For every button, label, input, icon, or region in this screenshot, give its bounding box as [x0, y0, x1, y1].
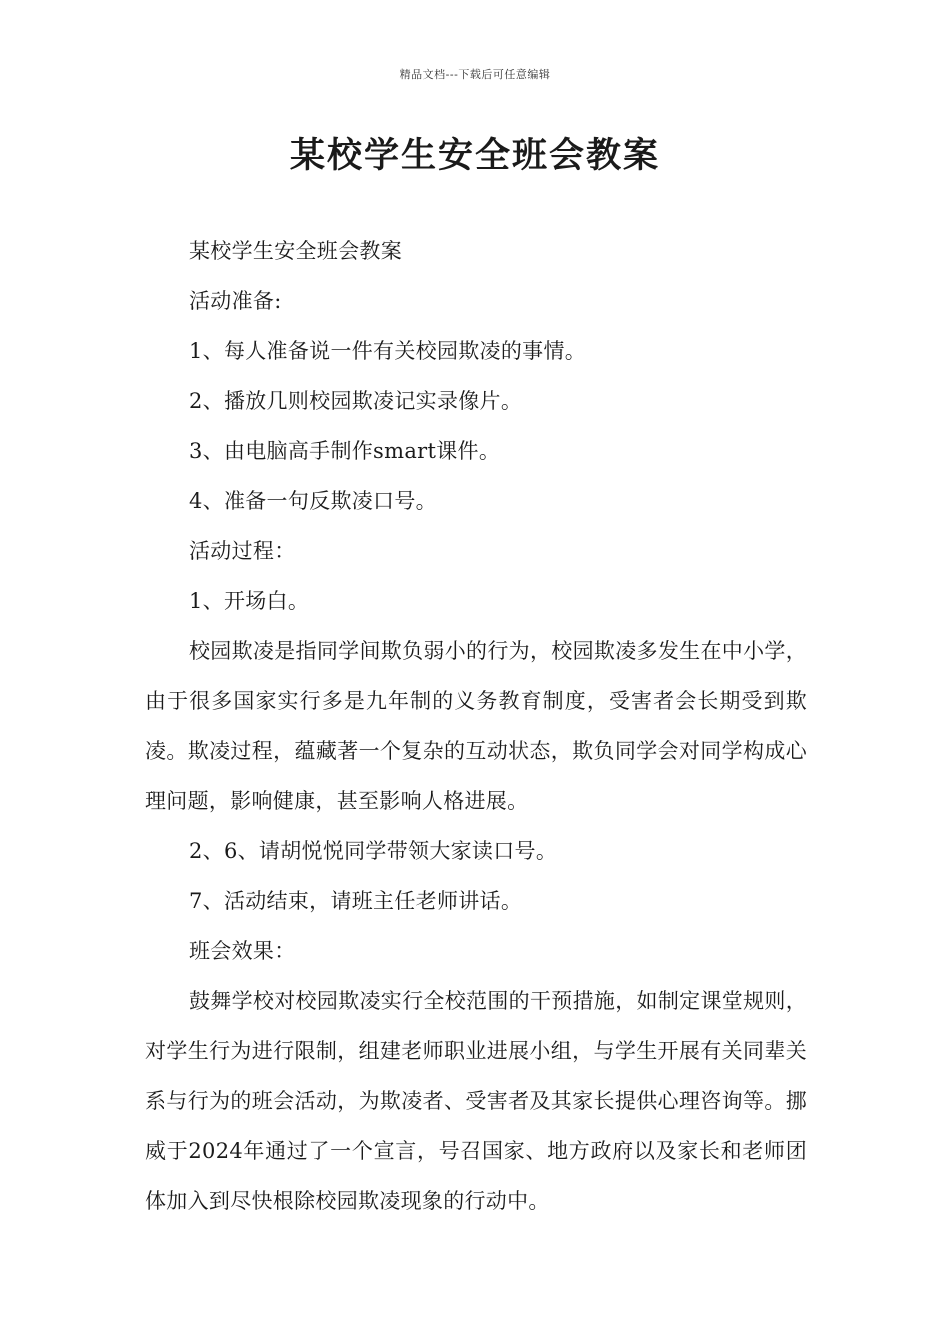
paragraph-effect-heading: 班会效果：	[189, 939, 296, 963]
paragraph-preparation-item-3: 3、由电脑高手制作smart课件。	[189, 439, 501, 463]
paragraph-preparation-item-1: 1、每人准备说一件有关校园欺凌的事情。	[189, 339, 587, 363]
paragraph-preparation-item-4: 4、准备一句反欺凌口号。	[189, 489, 437, 513]
paragraph-subtitle: 某校学生安全班会教案	[189, 239, 402, 263]
paragraph-preparation-heading: 活动准备:	[189, 289, 282, 313]
document-body	[145, 226, 807, 1226]
paragraph-process-item-1: 1、开场白。	[189, 589, 310, 613]
paragraph-bullying-description: 校园欺凌是指同学间欺负弱小的行为，校园欺凌多发生在中小学，由于很多国家实行多是九年制的义务教育制度，受害者会长期受到欺凌。欺凌过程，蕴藏著一个复杂的互动状态，欺负同学会对同学构成心理问题，影响健康，甚至影响人格进展。	[145, 639, 807, 813]
paragraph-preparation-item-2: 2、播放几则校园欺凌记实录像片。	[189, 389, 523, 413]
page-header-note: 精品文档---下载后可任意编辑	[399, 68, 551, 81]
paragraph-process-heading: 活动过程：	[189, 539, 296, 563]
paragraph-effect-description: 鼓舞学校对校园欺凌实行全校范围的干预措施，如制定课堂规则，对学生行为进行限制，组建老师职业进展小组，与学生开展有关同辈关系与行为的班会活动，为欺凌者、受害者及其家长提供心理咨询等。挪威于2024年通过了一个宣言，号召国家、地方政府以及家长和老师团体加入到尽快根除校园欺凌现象的行动中。	[145, 989, 807, 1213]
paragraph-process-item-2-6: 2、6、请胡悦悦同学带领大家读口号。	[189, 839, 558, 863]
document-title: 某校学生安全班会教案	[289, 135, 660, 176]
paragraph-process-item-7: 7、活动结束，请班主任老师讲话。	[189, 889, 523, 913]
